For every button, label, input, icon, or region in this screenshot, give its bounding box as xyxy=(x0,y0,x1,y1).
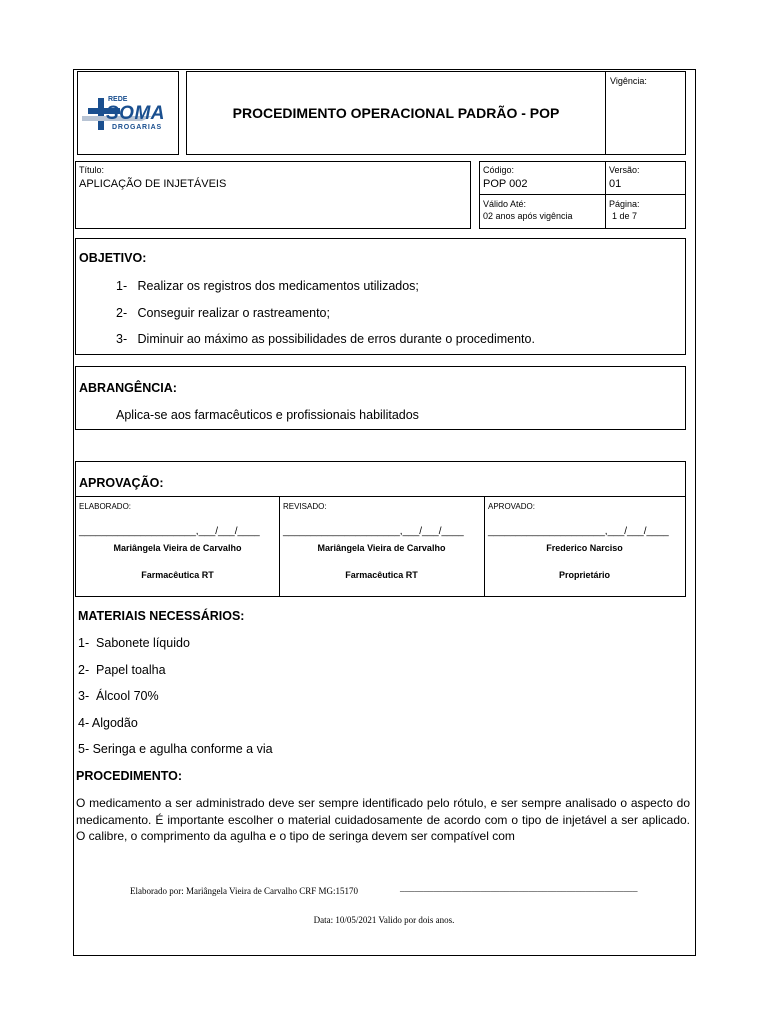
materiais-item-2: 2- Papel toalha xyxy=(78,663,166,677)
vigencia-label: Vigência: xyxy=(610,76,647,86)
page-title: PROCEDIMENTO OPERACIONAL PADRÃO - POP xyxy=(232,105,560,121)
logo-soma-text: SOMA xyxy=(106,103,165,124)
pagina-cell xyxy=(605,194,686,229)
versao-cell xyxy=(605,161,686,195)
abrangencia-title: ABRANGÊNCIA: xyxy=(79,381,177,395)
codigo-cell xyxy=(479,161,606,195)
revisado-role: Farmacêutica RT xyxy=(345,570,418,580)
valido-value: 02 anos após vigência xyxy=(483,211,573,221)
codigo-label: Código: xyxy=(483,165,515,175)
aprovado-name: Frederico Narciso xyxy=(546,543,623,553)
objetivo-box xyxy=(75,238,686,355)
logo-rede-text: REDE xyxy=(108,96,128,103)
pagina-value: 1 de 7 xyxy=(612,211,638,221)
logo-drogarias-text: DROGARIAS xyxy=(112,124,162,131)
titulo-label: Título: xyxy=(79,165,105,175)
revisado-signature-line: _____________________,___/___/____ xyxy=(283,526,464,537)
procedimento-title: PROCEDIMENTO: xyxy=(76,769,183,783)
elaborado-role: Farmacêutica RT xyxy=(141,570,214,580)
aprovacao-divider xyxy=(76,496,685,497)
title-box xyxy=(186,71,606,155)
footer-elaborado: Elaborado por: Mariângela Vieira de Carvalho CRF MG:15170 xyxy=(130,886,358,896)
elaborado-name: Mariângela Vieira de Carvalho xyxy=(113,543,242,553)
vigencia-box xyxy=(605,71,686,155)
revisado-name: Mariângela Vieira de Carvalho xyxy=(317,543,446,553)
aprovado-signature-line: _____________________,___/___/____ xyxy=(488,526,669,537)
revisado-label: REVISADO: xyxy=(283,502,327,511)
materiais-item-1: 1- Sabonete líquido xyxy=(78,636,190,650)
elaborado-label: ELABORADO: xyxy=(79,502,132,511)
objetivo-title: OBJETIVO: xyxy=(79,251,147,265)
aprovado-role: Proprietário xyxy=(558,570,610,580)
footer-data: Data: 10/05/2021 Valido por dois anos. xyxy=(313,915,455,925)
aprovacao-box xyxy=(75,461,686,597)
footer-signature-line: __________________________________________________ xyxy=(400,884,638,894)
objetivo-item-3: 3- Diminuir ao máximo as possibilidades de erros durante o procedimento. xyxy=(116,332,535,346)
elaborado-signature-line: _____________________,___/___/____ xyxy=(79,526,260,537)
versao-label: Versão: xyxy=(609,165,640,175)
titulo-value: APLICAÇÃO DE INJETÁVEIS xyxy=(79,178,227,190)
logo-box xyxy=(77,71,179,155)
objetivo-item-2: 2- Conseguir realizar o rastreamento; xyxy=(116,306,330,320)
versao-value: 01 xyxy=(609,178,622,190)
materiais-item-5: 5- Seringa e agulha conforme a via xyxy=(78,742,273,756)
abrangencia-box xyxy=(75,366,686,430)
materiais-item-4: 4- Algodão xyxy=(78,716,138,730)
abrangencia-text: Aplica-se aos farmacêuticos e profissionais habilitados xyxy=(116,408,419,422)
materiais-title: MATERIAIS NECESSÁRIOS: xyxy=(78,609,245,623)
titulo-box xyxy=(75,161,471,229)
valido-label: Válido Até: xyxy=(483,199,527,209)
pagina-label: Página: xyxy=(609,199,640,209)
procedimento-text: O medicamento a ser administrado deve ser sempre identificado pelo rótulo, e ser sempre analisado o aspecto do medicamento. É importante escolher o material cuidadosamente de acordo com o tipo de injetável a ser aplicado. O calibre, o comprimento da agulha e o tipo de seringa devem ser compatível com xyxy=(76,796,690,843)
aprovacao-title: APROVAÇÃO: xyxy=(79,476,164,490)
materiais-item-3: 3- Álcool 70% xyxy=(78,689,159,703)
valido-cell xyxy=(479,194,606,229)
aprovado-label: APROVADO: xyxy=(488,502,535,511)
codigo-value: POP 002 xyxy=(483,178,528,190)
objetivo-item-1: 1- Realizar os registros dos medicamentos utilizados; xyxy=(116,279,419,293)
